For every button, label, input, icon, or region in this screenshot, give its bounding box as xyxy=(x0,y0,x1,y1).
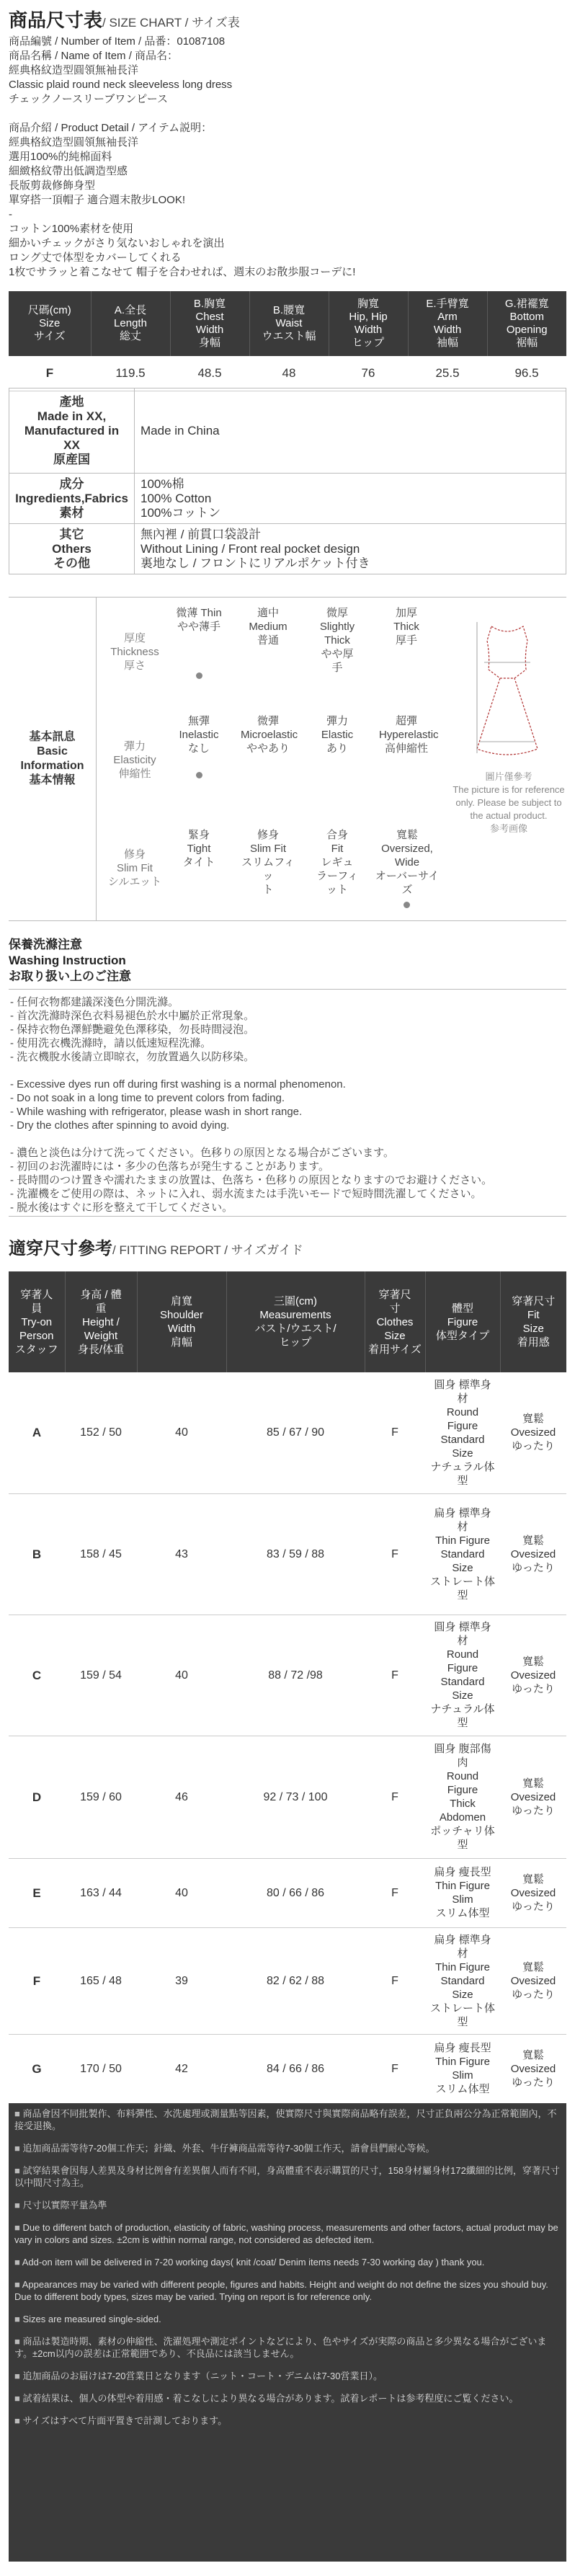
person-cell: A xyxy=(9,1372,65,1493)
figure-cell: 扁身 瘦長型 Thin Figure Slim スリム体型 xyxy=(425,1858,500,1927)
note-item: ■ 追加商品需等待7-20個工作天；針織、外套、牛仔褲商品需等待7-30個工作天，請會員們耐心等候。 xyxy=(14,2142,561,2154)
measurements-cell: 85 / 67 / 90 xyxy=(226,1372,365,1493)
wash-line: - Dry the clothes after spinning to avoid dying. xyxy=(10,1119,230,1132)
size-col-header: 胸寬 Hip, Hip Width ヒップ xyxy=(329,291,408,356)
note-item: ■ 試穿結果會因每人差異及身材比例會有差異個人而有不同，身高體重不表示購買的尺寸，158身材屬身材172纖細的比例，穿著尺寸以中間尺寸為主。 xyxy=(14,2164,561,2189)
slimfit-option: 緊身 Tight タイト xyxy=(182,829,215,869)
note-item: ■ 商品は製造時期、素材の伸縮性、洗濯処理や測定ポイントなどにより、色やサイズが実際の商品と多少異なる場合がございます。±2cm以内の誤差は正常範囲であり、不良品には該当しません。 xyxy=(14,2335,561,2360)
size-col-header: B.腰寬 Waist ウエスト幅 xyxy=(249,291,329,356)
table-row xyxy=(9,1493,566,1615)
figure-cell: 圓身 標準身 材 Round Figure Standard Size ナチュラル体 型 xyxy=(425,1372,500,1493)
product-info xyxy=(9,35,355,280)
info-line: 經典格紋造型圓領無袖長洋 xyxy=(9,64,139,76)
content-line: 100% Cotton xyxy=(141,491,212,505)
attribute-grid xyxy=(102,598,444,922)
fit-size-cell: 寬鬆 Ovesized ゆったり xyxy=(500,1927,566,2034)
table-row xyxy=(9,356,566,391)
note-item: ■ サイズはすべて片面平置きで計測しております。 xyxy=(14,2415,561,2427)
note-item: ■ 追加商品のお届けは7-20営業日となります（ニット・コート・デニムは7-30営業日）。 xyxy=(14,2370,561,2382)
content-line: 100%棉 xyxy=(141,476,184,491)
page-title: 商品尺寸表 xyxy=(9,9,103,31)
size-col-header: B.胸寬 Chest Width 身幅 xyxy=(170,291,249,356)
wash-line: - 初回のお洗濯時には・多少の色落ちが発生することがあります。 xyxy=(10,1160,329,1173)
origin-value: Made in China xyxy=(135,388,566,474)
other-line: 無內裡 / 前貫口袋設計 xyxy=(141,527,262,541)
elasticity-option: 無彈 Inelastic なし xyxy=(179,715,219,755)
table-row xyxy=(9,1736,566,1858)
thickness-option: 微薄 Thin やや薄手 xyxy=(176,607,222,633)
table-row xyxy=(9,524,566,574)
wash-line: - 使用洗衣機洗滌時，請以低速短程洗滌。 xyxy=(10,1037,212,1049)
other-line: 裏地なし / フロントにリアルポケット付き xyxy=(141,556,370,570)
note-item: ■ 試着結果は、個人の体型や着用感・着こなしにより異なる場合があります。試着レポートは参考程度にご覧ください。 xyxy=(14,2392,561,2404)
shoulder-cell: 40 xyxy=(137,1372,226,1493)
info-line: Classic plaid round neck sleeveless long dress xyxy=(9,79,233,91)
elasticity-selected-dot xyxy=(196,772,202,778)
thickness-option: 加厚 Thick 厚手 xyxy=(393,607,419,647)
origin-label: 產地 Made in XX, Manufactured in XX 原産国 xyxy=(9,388,135,474)
slimfit-selected-dot xyxy=(404,902,410,908)
thickness-selected-dot xyxy=(196,672,202,679)
height-weight-cell: 159 / 54 xyxy=(65,1615,137,1736)
clothes-size-cell: F xyxy=(365,1736,425,1858)
measurements-cell: 83 / 59 / 88 xyxy=(226,1493,365,1615)
fitting-header-row xyxy=(9,1271,566,1372)
table-row xyxy=(9,388,566,474)
person-cell: G xyxy=(9,2034,65,2103)
basic-info-label: 基本訊息 Basic Information 基本情報 xyxy=(9,598,97,920)
notes-panel xyxy=(9,2103,566,2562)
content-line: 100%コットン xyxy=(141,505,221,520)
fitting-title: 適穿尺寸參考 xyxy=(9,1239,112,1258)
note-item: ■ Add-on item will be delivered in 7-20 working days( knit /coat/ Denim items needs 7-30 working day ) thank you. xyxy=(14,2256,561,2268)
fit-col-header: 體型 Figure 体型タイプ xyxy=(425,1271,500,1372)
info-line: 商品名稱 / Name of Item / 商品名： xyxy=(9,50,179,62)
wash-line: - 保持衣物色澤鮮艷避免色澤移染，勿長時間浸泡。 xyxy=(10,1023,255,1036)
other-value xyxy=(135,524,566,574)
info-line: 長版剪裁修飾身型 xyxy=(9,179,96,192)
size-col-header: 尺碼(cm) Size サイズ xyxy=(9,291,91,356)
note-item: ■ Appearances may be varied with different people, figures and habits. Height and weight do not define the sizes you should buy. Due to different body types, sizes may be varied. Trying on report is for reference only. xyxy=(14,2278,561,2303)
slimfit-option: 合身 Fit レギュ ラーフィ ット xyxy=(316,829,359,896)
info-line: 商品介紹 / Product Detail / アイテム説明： xyxy=(9,122,213,134)
info-line: 經典格紋造型圓領無袖長洋 xyxy=(9,136,139,148)
washing-title xyxy=(9,937,131,985)
info-line: 1枚でサラッと着こなせて 帽子を合わせれば、週末のお散歩服コーデに! xyxy=(9,266,356,278)
material-table xyxy=(9,388,566,574)
fitting-subtitle: / FITTING REPORT / サイズガイド xyxy=(112,1243,303,1257)
fitting-table xyxy=(9,1271,566,2104)
size-cell: 48.5 xyxy=(170,356,249,391)
fit-col-header: 穿著人 員 Try-on Person スタッフ xyxy=(9,1271,65,1372)
washing-title-cn: 保養洗滌注意 xyxy=(9,938,82,951)
elasticity-label: 彈力 Elasticity 伸縮性 xyxy=(113,740,156,780)
note-item: ■ 尺寸以實際平量為準 xyxy=(14,2199,561,2211)
table-row xyxy=(9,1372,566,1493)
elasticity-option: 彈力 Elastic あり xyxy=(321,715,354,755)
clothes-size-cell: F xyxy=(365,1372,425,1493)
height-weight-cell: 165 / 48 xyxy=(65,1927,137,2034)
info-line xyxy=(9,107,355,121)
size-chart-header xyxy=(9,6,240,32)
slimfit-option: 修身 Slim Fit スリムフィッ ト xyxy=(241,829,295,896)
other-line: Without Lining / Front real pocket design xyxy=(141,541,360,556)
wash-line: - Excessive dyes run off during first washing is a normal phenomenon. xyxy=(10,1078,346,1091)
height-weight-cell: 159 / 60 xyxy=(65,1736,137,1858)
info-line: 選用100%的純棉面料 xyxy=(9,151,112,163)
measurements-cell: 84 / 66 / 86 xyxy=(226,2034,365,2103)
washing-instructions xyxy=(9,989,566,1217)
fit-col-header: 穿著尺 寸 Clothes Size 着用サイズ xyxy=(365,1271,425,1372)
picture-reference-note: 圖片僅參考 The picture is for reference only. Please be subject to the actual product. 参考画像 xyxy=(453,771,565,834)
fit-col-header: 三圍(cm) Measurements バスト/ウエスト/ ヒップ xyxy=(226,1271,365,1372)
washing-title-jp: お取り扱い上のご注意 xyxy=(9,969,131,983)
fit-size-cell: 寬鬆 Ovesized ゆったり xyxy=(500,1615,566,1736)
size-cell: 48 xyxy=(249,356,329,391)
size-chart-table xyxy=(9,291,566,391)
fit-col-header: 穿著尺寸 Fit Size 着用感 xyxy=(500,1271,566,1372)
info-line: 商品編號 / Number of Item / 品番：01087108 xyxy=(9,35,226,48)
elasticity-row xyxy=(102,706,444,814)
table-row xyxy=(9,474,566,524)
fit-size-cell: 寬鬆 Ovesized ゆったり xyxy=(500,1493,566,1615)
spacer xyxy=(10,1132,566,1146)
shoulder-cell: 40 xyxy=(137,1858,226,1927)
clothes-size-cell: F xyxy=(365,1493,425,1615)
elasticity-option: 超彈 Hyperelastic 高伸縮性 xyxy=(379,715,439,755)
height-weight-cell: 163 / 44 xyxy=(65,1858,137,1927)
size-cell: 119.5 xyxy=(91,356,170,391)
size-col-header: G.裙襬寬 Bottom Opening 裾幅 xyxy=(487,291,566,356)
size-chart-header-row xyxy=(9,291,566,356)
fit-size-cell: 寬鬆 Ovesized ゆったり xyxy=(500,1858,566,1927)
dress-outline xyxy=(477,626,538,755)
wash-line: - 任何衣物都建議深淺色分開洗滌。 xyxy=(10,996,179,1008)
figure-cell: 圓身 腹部傷 肉 Round Figure Thick Abdomen ポッチャリ体 型 xyxy=(425,1736,500,1858)
shoulder-cell: 43 xyxy=(137,1493,226,1615)
wash-line: - 首次洗滌時深色衣料易褪色於水中屬於正常現象。 xyxy=(10,1010,255,1022)
table-row xyxy=(9,1927,566,2034)
content-label: 成分 Ingredients,Fabrics 素材 xyxy=(9,474,135,524)
content-value xyxy=(135,474,566,524)
fit-size-cell: 寬鬆 Ovesized ゆったり xyxy=(500,1736,566,1858)
washing-title-en: Washing Instruction xyxy=(9,954,126,967)
fit-col-header: 身高 / 體 重 Height / Weight 身長/体重 xyxy=(65,1271,137,1372)
info-line: - xyxy=(9,208,12,221)
table-row xyxy=(9,1615,566,1736)
figure-cell: 扁身 標準身 材 Thin Figure Standard Size ストレート体 型 xyxy=(425,1493,500,1615)
shoulder-cell: 40 xyxy=(137,1615,226,1736)
size-cell: 25.5 xyxy=(408,356,487,391)
size-cell: 76 xyxy=(329,356,408,391)
thickness-option: 微厚 Slightly Thick やや厚 手 xyxy=(319,607,355,674)
clothes-size-cell: F xyxy=(365,1927,425,2034)
person-cell: B xyxy=(9,1493,65,1615)
info-line: 單穿搭一頂帽子 適合週末散步LOOK! xyxy=(9,194,186,206)
slimfit-row xyxy=(102,814,444,922)
height-weight-cell: 158 / 45 xyxy=(65,1493,137,1615)
basic-information xyxy=(9,597,566,921)
spacer xyxy=(10,1064,566,1078)
fit-size-cell: 寬鬆 Ovesized ゆったり xyxy=(500,2034,566,2103)
person-cell: E xyxy=(9,1858,65,1927)
slimfit-label: 修身 Slim Fit シルエット xyxy=(107,848,162,888)
person-cell: D xyxy=(9,1736,65,1858)
note-item: ■ Due to different batch of production, elasticity of fabric, washing process, measurements and other factors, actual product may be vary in colors and sizes. ±2cm is within normal range, not considered as defected item. xyxy=(14,2221,561,2246)
info-line: チェックノースリーブワンピース xyxy=(9,93,168,105)
figure-cell: 扁身 瘦長型 Thin Figure Slim スリム体型 xyxy=(425,2034,500,2103)
measurements-cell: 92 / 73 / 100 xyxy=(226,1736,365,1858)
info-line: コットン100%素材を使用 xyxy=(9,223,134,235)
page-subtitle: / SIZE CHART / サイズ表 xyxy=(102,16,240,30)
slimfit-option: 寬鬆 Oversized, Wide オーバーサイ ズ xyxy=(375,829,440,896)
person-cell: F xyxy=(9,1927,65,2034)
measurements-cell: 88 / 72 /98 xyxy=(226,1615,365,1736)
table-row xyxy=(9,1858,566,1927)
wash-line: - Do not soak in a long time to prevent colors from fading. xyxy=(10,1092,285,1104)
note-item: ■ Sizes are measured single-sided. xyxy=(14,2313,561,2325)
height-weight-cell: 152 / 50 xyxy=(65,1372,137,1493)
wash-line: - 洗衣機脫水後請立即晾衣，勿放置過久以防移染。 xyxy=(10,1051,255,1063)
clothes-size-cell: F xyxy=(365,2034,425,2103)
wash-line: - 洗濯機をご使用の際は、ネットに入れ、弱水流または手洗いモードで短時間洗濯してください。 xyxy=(10,1188,482,1200)
wash-line: - 長時間のつけ置きや濡れたままの放置は、色落ち・色移りの原因となりますのでお避けください。 xyxy=(10,1174,493,1186)
fitting-report-header xyxy=(9,1234,303,1259)
size-col-header: E.手臂寬 Arm Width 袖幅 xyxy=(408,291,487,356)
thickness-label: 厚度 Thickness 厚さ xyxy=(110,631,159,672)
info-line: 細緻格紋帶出低調造型感 xyxy=(9,165,128,177)
figure-cell: 圓身 標準身 材 Round Figure Standard Size ナチュラル体 型 xyxy=(425,1615,500,1736)
other-label: 其它 Others その他 xyxy=(9,524,135,574)
thickness-option: 適中 Medium 普通 xyxy=(249,607,288,647)
size-col-header: A.全長 Length 総丈 xyxy=(91,291,170,356)
size-cell: F xyxy=(9,356,91,391)
figure-cell: 扁身 標準身 材 Thin Figure Standard Size ストレート体 型 xyxy=(425,1927,500,2034)
measurements-cell: 80 / 66 / 86 xyxy=(226,1858,365,1927)
clothes-size-cell: F xyxy=(365,1615,425,1736)
table-row xyxy=(9,2034,566,2103)
wash-line: - 濃色と淡色は分けて洗ってください。色移りの原因となる場合がございます。 xyxy=(10,1147,394,1159)
elasticity-option: 微彈 Microelastic ややあり xyxy=(241,715,298,755)
measurements-cell: 82 / 62 / 88 xyxy=(226,1927,365,2034)
shoulder-cell: 39 xyxy=(137,1927,226,2034)
wash-line: - 脱水後はすぐに形を整えて干してください。 xyxy=(10,1202,233,1214)
info-line: ロング丈で体型をカバーしてくれる xyxy=(9,252,182,264)
measure-lines xyxy=(477,622,535,753)
height-weight-cell: 170 / 50 xyxy=(65,2034,137,2103)
info-line: 細かいチェックがさり気ないおしゃれを演出 xyxy=(9,237,225,249)
note-item: ■ 商品會因不同批製作、布料彈性、水洗處理或測量點等因素，使實際尺寸與實際商品略有誤差，尺寸正負兩公分為正常範圍內，不接受退換。 xyxy=(14,2108,561,2132)
wash-line: - While washing with refrigerator, please wash in short range. xyxy=(10,1106,303,1118)
shoulder-cell: 46 xyxy=(137,1736,226,1858)
fit-col-header: 肩寬 Shoulder Width 肩幅 xyxy=(137,1271,226,1372)
clothes-size-cell: F xyxy=(365,1858,425,1927)
person-cell: C xyxy=(9,1615,65,1736)
thickness-row xyxy=(102,598,444,706)
size-cell: 96.5 xyxy=(487,356,566,391)
fit-size-cell: 寬鬆 Ovesized ゆったり xyxy=(500,1372,566,1493)
shoulder-cell: 42 xyxy=(137,2034,226,2103)
